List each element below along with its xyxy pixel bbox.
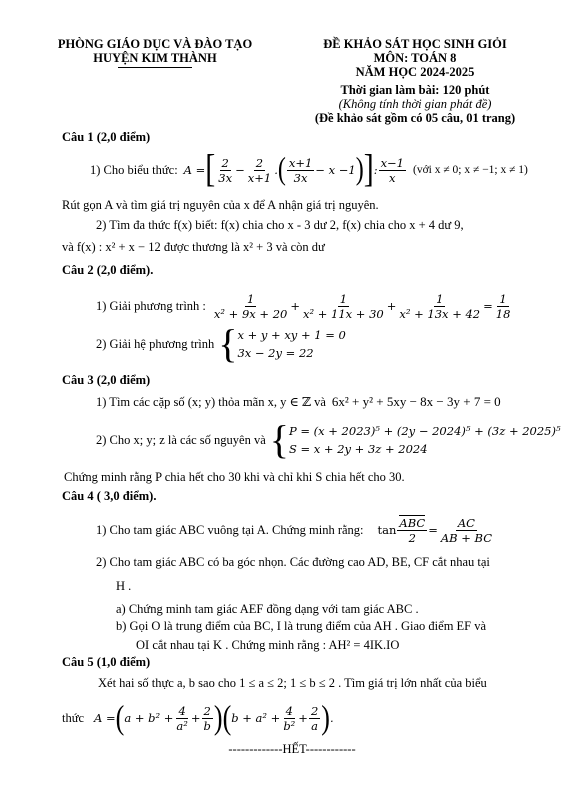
q1-title: Câu 1 (2,0 điểm) — [62, 130, 151, 144]
q4-part2-b: H . — [116, 579, 132, 593]
time-limit: Thời gian làm bài: 120 phút — [340, 83, 490, 97]
q1-part2-a: 2) Tìm đa thức f(x) biết: f(x) chia cho x - 3 dư 2, f(x) chia cho x + 4 dư 9, — [96, 218, 464, 232]
q2-sys-eq2: 3x − 2y = 22 — [237, 346, 314, 360]
q4-part-b1: b) Gọi O là trung điểm của BC, I là trung điểm của AH . Giao điểm EF và — [116, 619, 487, 633]
q4-part2-a: 2) Cho tam giác ABC có ba góc nhọn. Các đường cao AD, BE, CF cắt nhau tại — [96, 555, 490, 569]
q3-sys-eq1: P = (x + 2023)⁵ + (2y − 2024)⁵ + (3z + 2025)⁵ — [288, 424, 561, 438]
q3-title: Câu 3 (2,0 điểm) — [62, 373, 151, 387]
q3-p1-equation: 6x² + y² + 5xy − 8x − 3y + 7 = 0 — [331, 394, 501, 409]
q4-title: Câu 4 ( 3,0 điểm). — [62, 489, 157, 503]
q4-p1-text: 1) Cho tam giác ABC vuông tại A. Chứng minh rằng: — [96, 522, 364, 537]
time-note: (Không tính thời gian phát đề) — [338, 97, 492, 111]
q5-expression: thức A = ( a + b² + $\frac{4}{\text{a²}}$ + $\frac{2}{b}$ ) ( b + a² + $\frac{4}{\text{b²}}$ + $\frac{2}{a}$ ) . — [62, 698, 334, 737]
q3-part2: 2) Cho x; y; z là các số nguyên và { P = (x + 2023)⁵ + (2y − 2024)⁵ + (3z + 2025)⁵ S = x + 2y + 3z + 2024 — [96, 417, 561, 462]
q2-system: 2) Giải hệ phương trình { x + y + xy + 1 = 0 3x − 2y = 22 — [96, 321, 346, 366]
q1-part2-b: và f(x) : x² + x − 12 được thương là x² + 3 và còn dư — [62, 240, 325, 254]
q1-task: Rút gọn A và tìm giá trị nguyên của x để A nhận giá trị nguyên. — [62, 198, 379, 212]
q2-equation: 1) Giải phương trình : $\frac{1}{\text{x² + 9x + 20}}$ + $\frac{1}{\text{x² + 11x + 30}}$ + $\frac{1}{\text{x² + 13x + 42}}$ = $\frac{1}{18}$ — [96, 291, 511, 321]
q1-expression: 1) Cho biểu thức: A = [ $\frac{2}{3x}$ − $\frac{2}{x+1}$ . ( $\frac{x+1}{3x}$ − x −1 ) ] : $\frac{x-1}{x}$ (với x ≠ 0; x ≠ −1; x ≠ 1) — [90, 147, 528, 191]
q5-line2-lead: thức — [62, 710, 85, 725]
end-marker: -------------HẾT------------ — [228, 742, 356, 756]
page-note: (Đề khảo sát gồm có 05 câu, 01 trang) — [314, 111, 516, 125]
q4-part-a: a) Chứng minh tam giác AEF đồng dạng với tam giác ABC . — [116, 602, 419, 616]
school-year: NĂM HỌC 2024-2025 — [355, 65, 475, 79]
q3-p2-text: 2) Cho x; y; z là các số nguyên và — [96, 432, 266, 447]
q2-sys-eq1: x + y + xy + 1 = 0 — [237, 328, 346, 342]
q3-prove: Chứng minh rằng P chia hết cho 30 khi và chỉ khi S chia hết cho 30. — [64, 470, 405, 484]
q2-title: Câu 2 (2,0 điểm). — [62, 263, 154, 277]
q1-p1-lead: 1) Cho biểu thức: — [90, 162, 178, 177]
q3-sys-eq2: S = x + 2y + 3z + 2024 — [288, 442, 428, 456]
q2-p1-lead: 1) Giải phương trình : — [96, 298, 206, 313]
q5-title: Câu 5 (1,0 điểm) — [62, 655, 151, 669]
q4-part-b2: OI cắt nhau tại K . Chứng minh rằng : AH² = 4IK.IO — [136, 638, 400, 652]
dept-name: PHÒNG GIÁO DỤC VÀ ĐÀO TẠO — [57, 37, 253, 51]
header-underline — [118, 67, 192, 68]
q4-part1: 1) Cho tam giác ABC vuông tại A. Chứng minh rằng: tan $\frac{\text{ABC}}{2}$ = $\frac{AC}{AB + BC}$ — [96, 515, 493, 545]
q5-line1: Xét hai số thực a, b sao cho 1 ≤ a ≤ 2; 1 ≤ b ≤ 2 . Tìm giá trị lớn nhất của biểu — [98, 676, 487, 690]
district-name: HUYỆN KIM THÀNH — [93, 51, 217, 65]
exam-title: ĐỀ KHẢO SÁT HỌC SINH GIỎI — [323, 37, 507, 51]
q3-part1 — [96, 394, 501, 410]
q3-p1-text: 1) Tìm các cặp số (x; y) thỏa mãn x, y ∈ ℤ và — [96, 395, 326, 409]
subject: MÔN: TOÁN 8 — [373, 51, 457, 65]
q2-p2-lead: 2) Giải hệ phương trình — [96, 336, 215, 351]
q1-condition: (với x ≠ 0; x ≠ −1; x ≠ 1) — [413, 164, 528, 176]
